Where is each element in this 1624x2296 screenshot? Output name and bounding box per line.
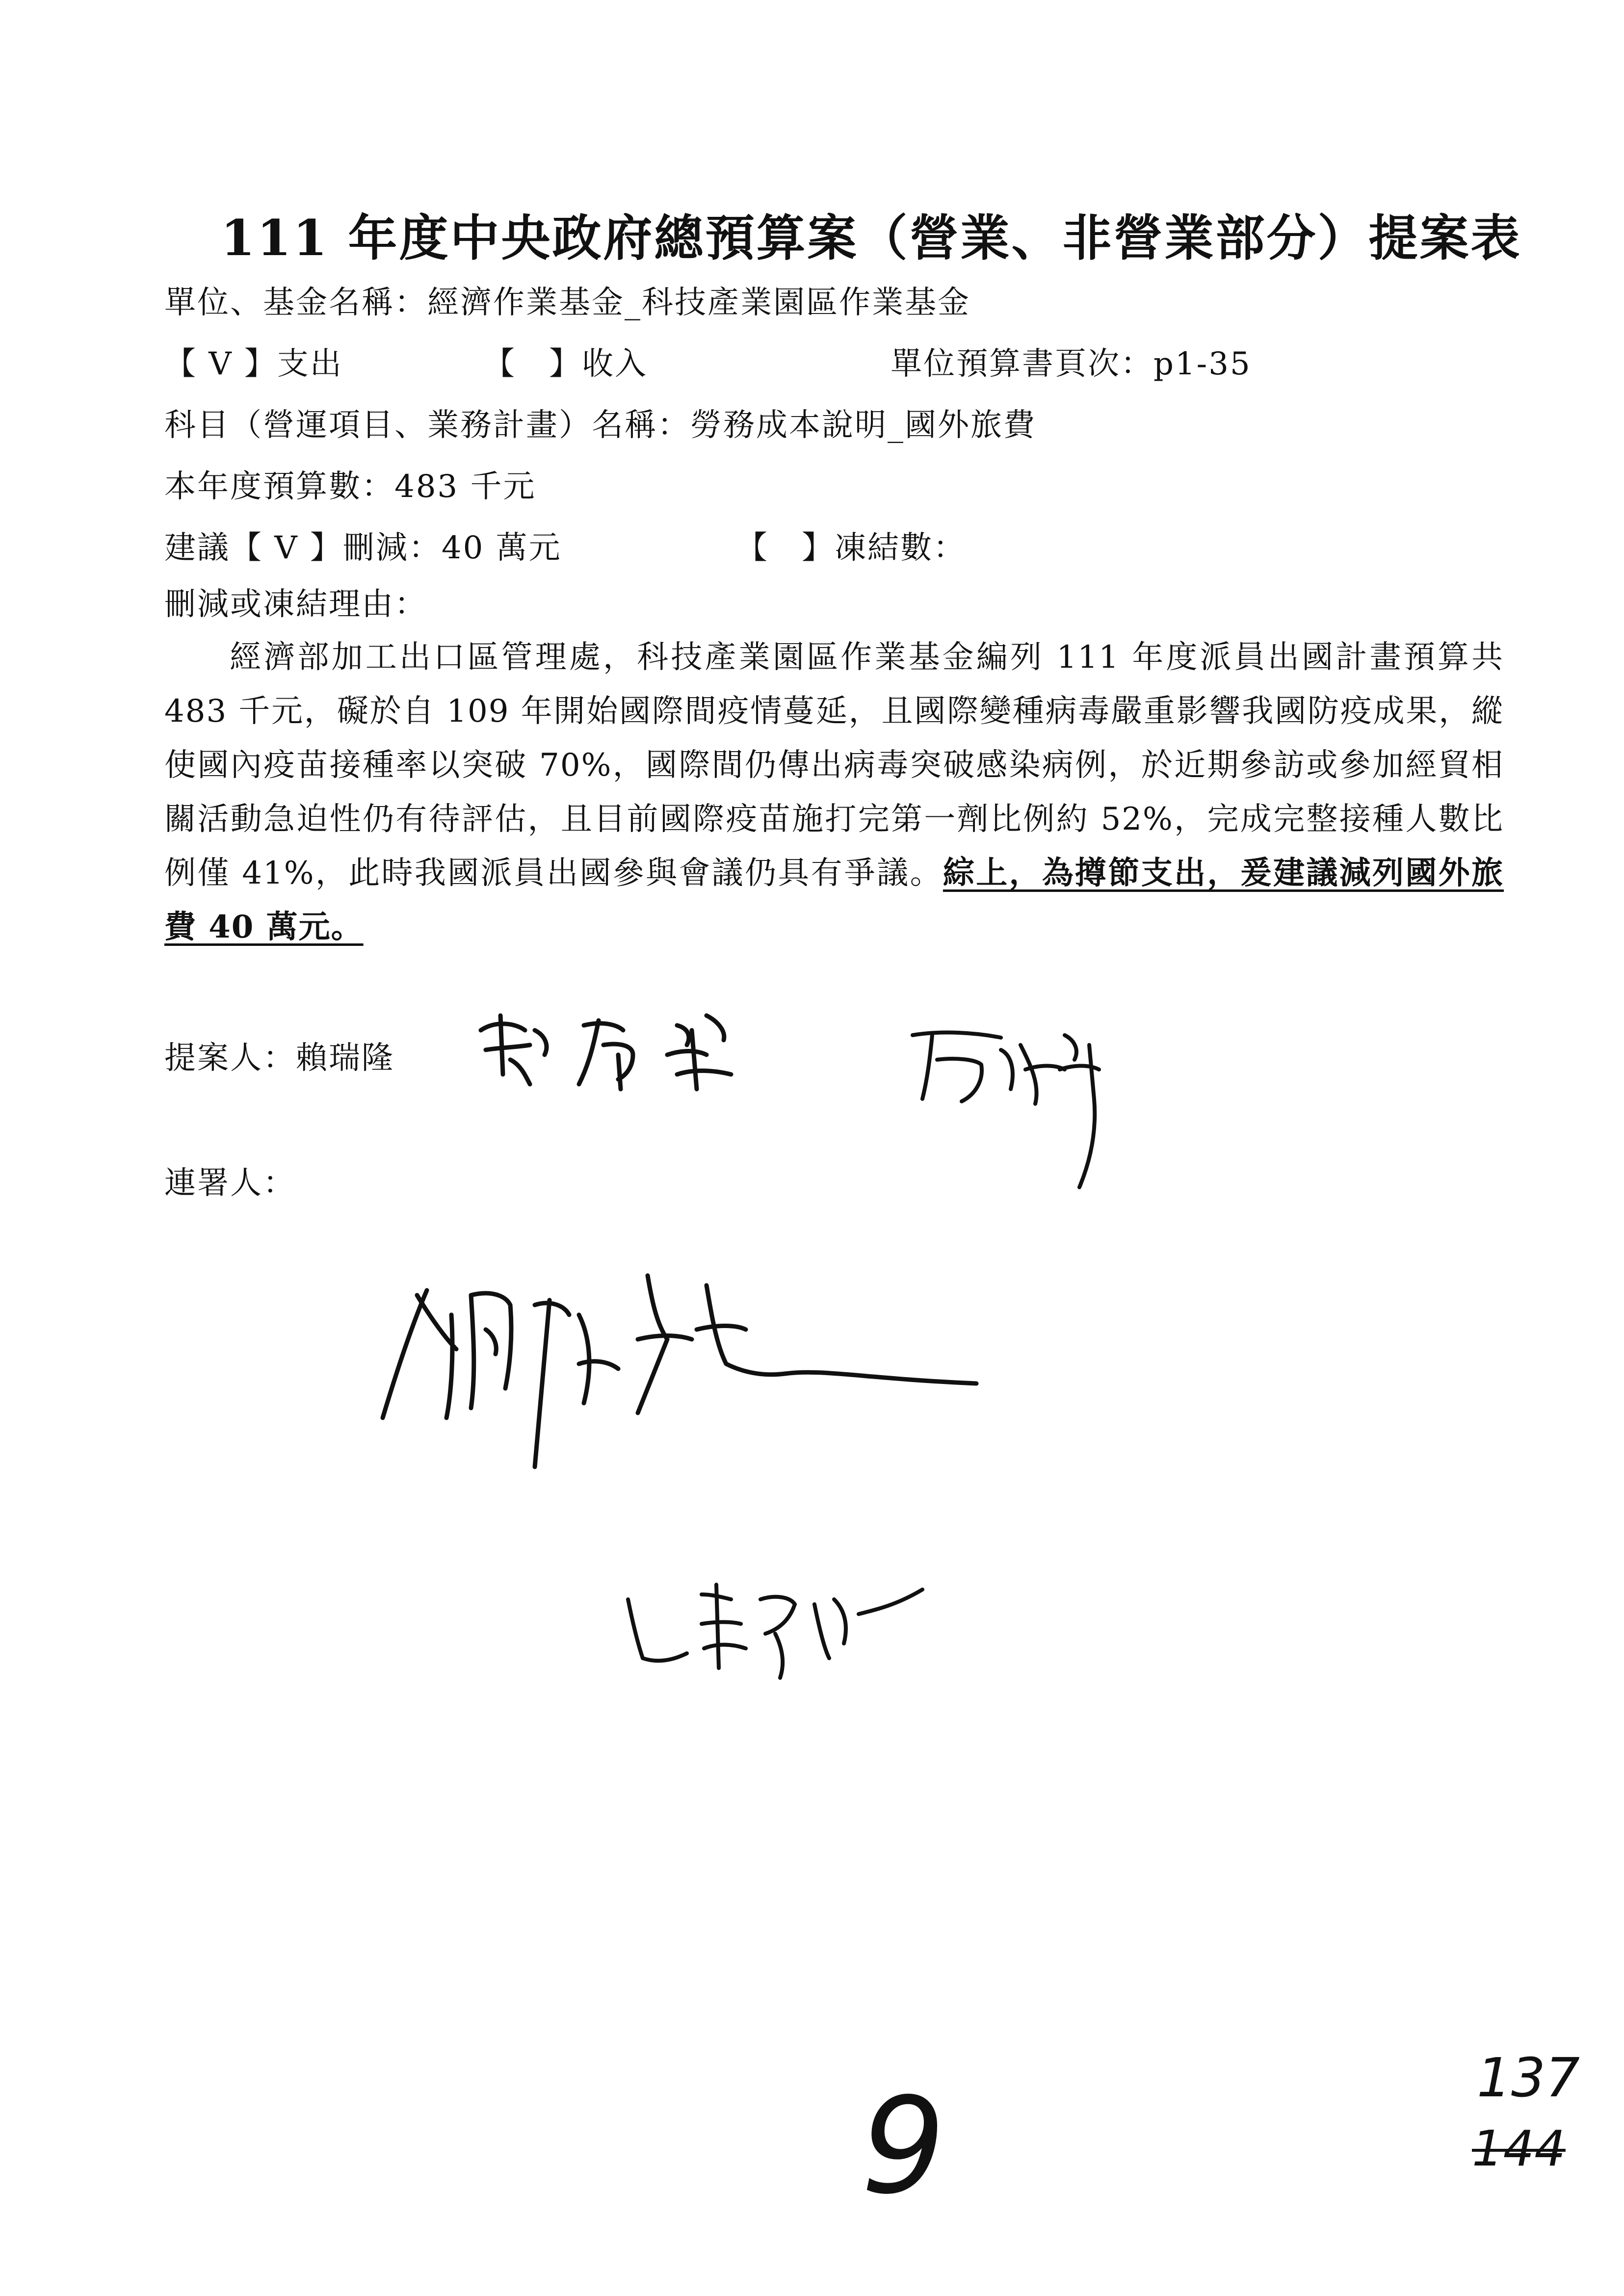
handwritten-page-number: 9 — [861, 2069, 945, 2223]
sheet-number-current: 137 — [1477, 2046, 1580, 2109]
reason-conclusion: 綜上，為撙節支出，爰建議減列國外旅費 40 萬元。 — [164, 855, 1504, 945]
proposer-signature — [471, 1001, 765, 1128]
income-checkbox-label: 【 】收入 — [483, 346, 648, 382]
cosigner-label: 連署人： — [164, 1165, 296, 1201]
reason-paragraph — [164, 630, 1504, 954]
fund-name: 單位、基金名稱：經濟作業基金_科技產業園區作業基金 — [164, 285, 970, 321]
reason-label: 刪減或凍結理由： — [164, 586, 427, 623]
budget-amount: 本年度預算數：483 千元 — [164, 469, 536, 505]
proposer-label: 提案人：賴瑞隆 — [164, 1040, 394, 1076]
expenditure-checkbox-label: 【 V 】支出 — [164, 346, 343, 382]
item-name: 科目（營運項目、業務計畫）名稱：勞務成本說明_國外旅費 — [164, 407, 1036, 444]
cosigner-signature-small — [613, 1570, 957, 1697]
cut-suggestion: 建議【 V 】刪減：40 萬元 — [164, 530, 562, 566]
budget-page-reference: 單位預算書頁次：p1-35 — [891, 346, 1252, 382]
sheet-number-struck: 144 — [1472, 2120, 1566, 2177]
freeze-suggestion: 【 】凍結數： — [736, 530, 966, 566]
reason-body: 經濟部加工出口區管理處，科技產業園區作業基金編列 111 年度派員出國計畫預算共 483 千元，礙於自 109 年開始國際間疫情蔓延，且國際變種病毒嚴重影響我國防疫成果，縱使國內疫苗接種率以突破 70%，國際間仍傳出病毒突破感染病例，於近期參訪或參加經貿相關活動急迫性仍有待評估，且目前國際疫苗施打完第一劑比例約 52%，完成完整接種人數比例僅 41%，此時我國派員出國參與會議仍具有爭議。 — [164, 639, 1504, 891]
form-title: 111 年度中央政府總預算案（營業、非營業部分）提案表 — [221, 209, 1522, 267]
second-signature — [903, 1016, 1138, 1202]
cosigner-signature-large — [373, 1256, 986, 1531]
